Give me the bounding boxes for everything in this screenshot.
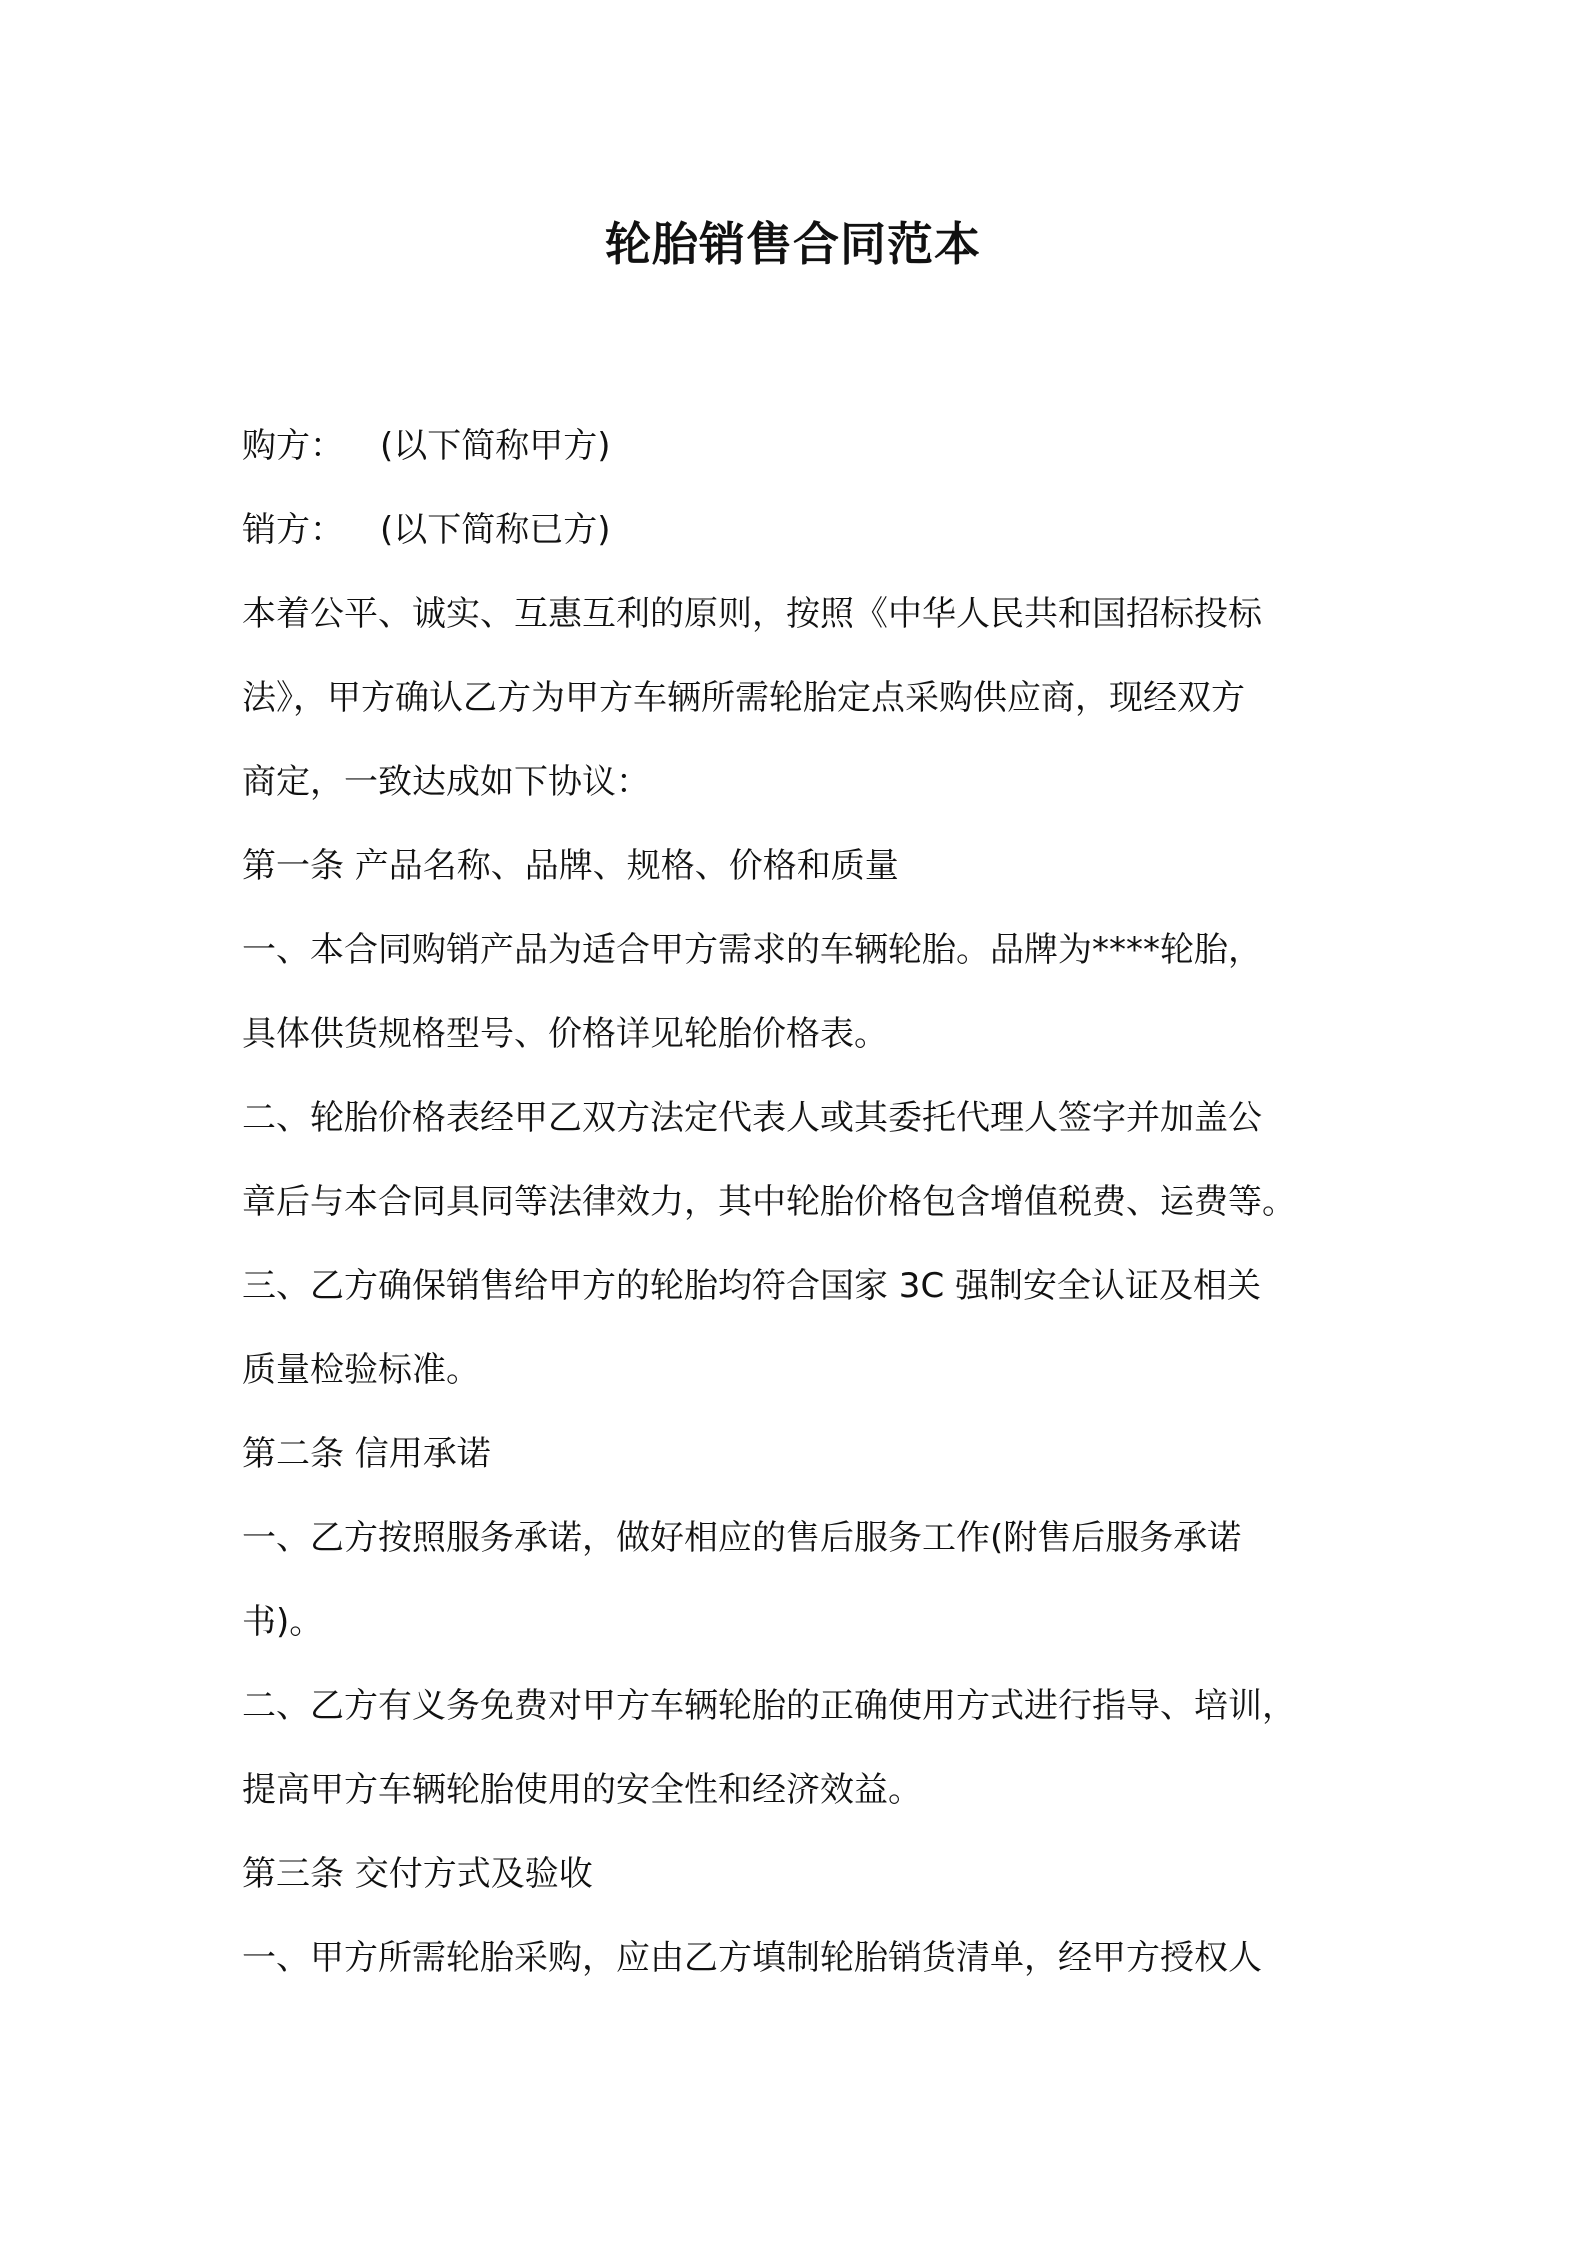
text-line: 三、乙方确保销售给甲方的轮胎均符合国家 3C 强制安全认证及相关 <box>242 1266 1261 1306</box>
text-line: 一、甲方所需轮胎采购，应由乙方填制轮胎销货清单，经甲方授权人 <box>242 1938 1262 1978</box>
text-line: 书)。 <box>242 1602 324 1642</box>
text-line: 质量检验标准。 <box>242 1350 480 1390</box>
seller-note: (以下简称已方) <box>380 510 611 550</box>
article-heading: 第二条 信用承诺 <box>242 1434 491 1474</box>
article-heading: 第一条 产品名称、品牌、规格、价格和质量 <box>242 846 899 886</box>
text-line: 二、轮胎价格表经甲乙双方法定代表人或其委托代理人签字并加盖公 <box>242 1098 1262 1138</box>
seller-label: 销方： <box>242 510 344 550</box>
text-line: 具体供货规格型号、价格详见轮胎价格表。 <box>242 1014 888 1054</box>
seller-line <box>242 488 1358 572</box>
text-line: 一、乙方按照服务承诺，做好相应的售后服务工作(附售后服务承诺 <box>242 1518 1242 1558</box>
buyer-label: 购方： <box>242 426 344 466</box>
text-line: 章后与本合同具同等法律效力，其中轮胎价格包含增值税费、运费等。 <box>242 1182 1296 1222</box>
document-title: 轮胎销售合同范本 <box>605 217 981 271</box>
text-line: 一、本合同购销产品为适合甲方需求的车辆轮胎。品牌为****轮胎， <box>242 930 1262 970</box>
text-line: 商定，一致达成如下协议： <box>242 762 650 802</box>
document-body <box>242 404 1358 2000</box>
buyer-note: (以下简称甲方) <box>380 426 611 466</box>
text-line: 法》，甲方确认乙方为甲方车辆所需轮胎定点采购供应商，现经双方 <box>242 678 1245 718</box>
text-line: 二、乙方有义务免费对甲方车辆轮胎的正确使用方式进行指导、培训， <box>242 1686 1296 1726</box>
article-heading: 第三条 交付方式及验收 <box>242 1854 593 1894</box>
text-line: 提高甲方车辆轮胎使用的安全性和经济效益。 <box>242 1770 922 1810</box>
text-line: 本着公平、诚实、互惠互利的原则，按照《中华人民共和国招标投标 <box>242 594 1262 634</box>
buyer-line <box>242 404 1358 488</box>
